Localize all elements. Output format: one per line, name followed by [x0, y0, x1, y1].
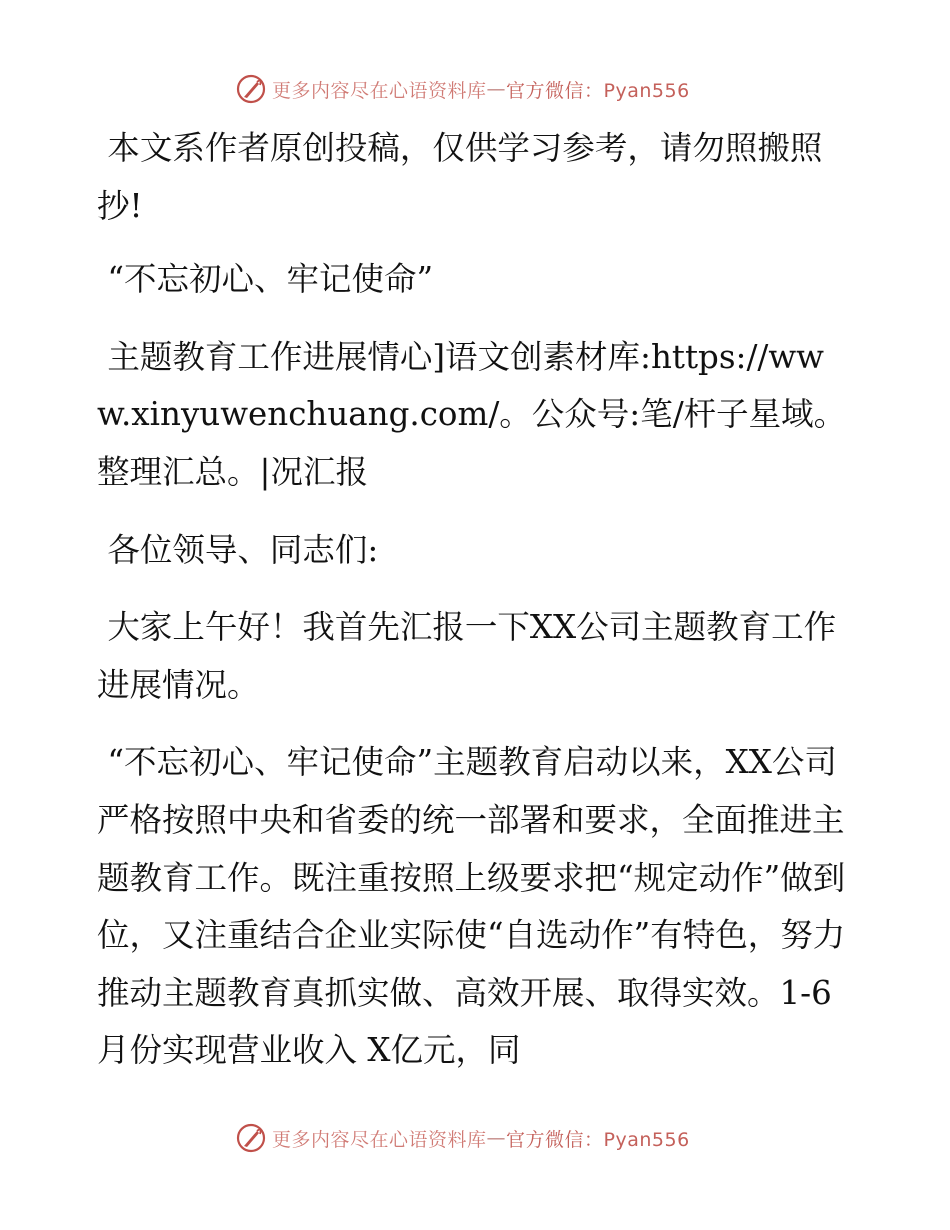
watermark-site-text: 更多内容尽在心语资料库: [272, 1128, 487, 1151]
quill-pen-logo-icon: [236, 1123, 266, 1153]
body-paragraph: “不忘初心、牢记使命”主题教育启动以来，XX公司严格按照中央和省委的统一部署和要求，全面推进主题教育工作。既注重按照上级要求把“规定动作”做到位，又注重结合企业实际使“自选动作”有特色，努力推动主题教育真抓实做、高效开展、取得实效。1-6月份实现营业收入 X亿元，同: [97, 743, 846, 1070]
watermark-contact-text: 官方微信：Pyan556: [506, 79, 690, 102]
document-title-line2: 主题教育工作进展情心]语文创素材库:https://www.xinyuwenchuang.com/。公众号:笔/杆子星域。整理汇总。|况汇报: [97, 337, 847, 491]
quill-pen-logo-icon: [236, 74, 266, 104]
watermark-contact-text: 官方微信：Pyan556: [506, 1128, 690, 1151]
document-title-line1: “不忘初心、牢记使命”: [97, 260, 434, 299]
copyright-notice: 本文系作者原创投稿，仅供学习参考，请勿照搬照抄!: [97, 129, 823, 225]
footer-watermark: [236, 1123, 690, 1153]
opening-paragraph: 大家上午好！我首先汇报一下XX公司主题教育工作进展情况。: [97, 608, 837, 704]
watermark-separator: —: [486, 78, 507, 100]
watermark-site-text: 更多内容尽在心语资料库: [272, 79, 487, 102]
watermark-separator: —: [486, 1127, 507, 1149]
header-watermark: [236, 74, 690, 104]
salutation: 各位领导、同志们:: [97, 530, 379, 569]
document-body: [97, 120, 857, 1080]
